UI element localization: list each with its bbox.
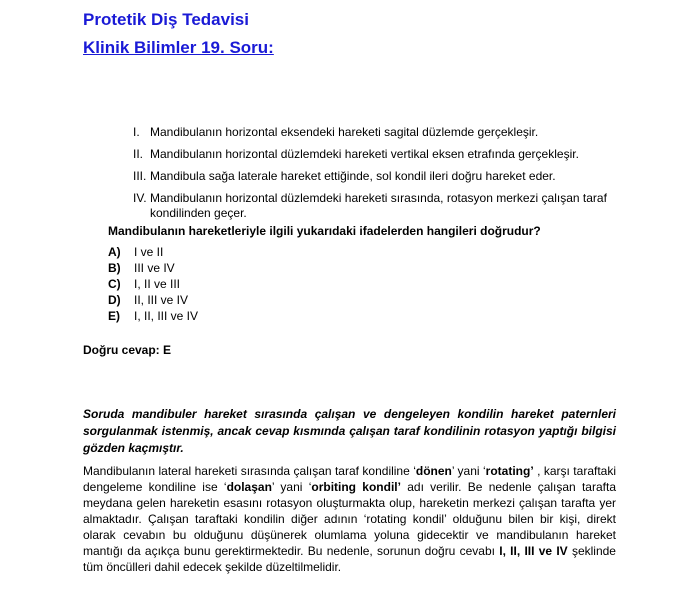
explanation-term: dönen: [415, 464, 452, 478]
option-letter: C): [108, 277, 121, 291]
explanation-text: , karşı taraftaki dengeleme kondiline ise ‘: [83, 464, 616, 494]
statement-item: [133, 147, 613, 162]
statement-list: [133, 125, 613, 228]
statement-text: Mandibula sağa laterale hareket ettiğinde, sol kondil ileri doğru hareket eder.: [150, 169, 556, 183]
explanation-paragraph: [83, 463, 616, 575]
explanation-text: adı verilir. Be nedenle çalışan tarafta meydana gelen hareketin esasını rotasyon oluşturmakta olup, hareketin merkezi çalışan tarafta yer almaktadır. Çalışan taraftaki kondilin diğer adının ‘rotating kondil’ olduğunu bilen bir kişi, direkt olarak cevabın bu olduğunu düşünerek olumlama yoluna gidecektir ve mandibulanın hareket mantığı da açıkça bunu gerektirmektedir. Bu nedenle, sorunun doğru cevabı: [83, 480, 616, 558]
option-text: III ve IV: [134, 261, 175, 275]
question-text: Mandibulanın hareketleriyle ilgili yukarıdaki ifadelerden hangileri doğrudur?: [108, 224, 541, 238]
statement-number: II.: [133, 147, 144, 161]
explanation-text: Mandibulanın lateral hareketi sırasında çalışan taraf kondiline ‘: [83, 464, 416, 478]
statement-number: III.: [133, 169, 147, 183]
option-letter: A): [108, 245, 121, 259]
statement-text: Mandibulanın horizontal düzlemdeki hareketi vertikal eksen etrafında gerçekleşir.: [150, 147, 579, 161]
explanation-term: dolaşan: [226, 480, 272, 494]
statement-number: I.: [133, 125, 140, 139]
option-item: [108, 260, 198, 276]
statement-item: [133, 191, 613, 221]
option-text: II, III ve IV: [134, 293, 189, 307]
explanation-term: rotating’: [485, 464, 534, 478]
explanation-term: orbiting kondil’: [311, 480, 401, 494]
option-text: I, II ve III: [134, 277, 181, 291]
option-item: [108, 308, 198, 324]
option-letter: B): [108, 261, 121, 275]
option-text: I, II, III ve IV: [134, 309, 199, 323]
explanation-answer: I, II, III ve IV: [499, 544, 568, 558]
explanation-text: ’ yani ‘: [271, 480, 312, 494]
statement-text: Mandibulanın horizontal eksendeki hareketi sagital düzlemde gerçekleşir.: [150, 125, 539, 139]
option-text: I ve II: [134, 245, 164, 259]
option-letter: E): [108, 309, 120, 323]
objection-paragraph: Soruda mandibuler hareket sırasında çalışan ve dengeleyen kondilin hareket paternleri sorgulanmak istenmiş, ancak cevap kısmında çalışan taraf kondilinin rotasyon yaptığı bilgisi gözden kaçmıştır.: [83, 407, 616, 455]
statement-number: IV.: [133, 191, 147, 205]
option-item: [108, 292, 198, 308]
explanation-text: şeklinde tüm öncülleri dahil edecek şekilde düzeltilmelidir.: [83, 544, 616, 574]
correct-answer: Doğru cevap: E: [83, 343, 172, 357]
option-item: [108, 244, 198, 260]
question-reference: Klinik Bilimler 19. Soru:: [83, 38, 274, 57]
option-item: [108, 276, 198, 292]
statement-item: [133, 125, 613, 140]
subject-title: Protetik Diş Tedavisi: [83, 10, 249, 29]
statement-item: [133, 169, 613, 184]
explanation-text: ’ yani ‘: [451, 464, 486, 478]
statement-text: Mandibulanın horizontal düzlemdeki hareketi sırasında, rotasyon merkezi çalışan taraf kondilinden geçer.: [150, 191, 607, 220]
option-list: [108, 244, 198, 324]
option-letter: D): [108, 293, 121, 307]
